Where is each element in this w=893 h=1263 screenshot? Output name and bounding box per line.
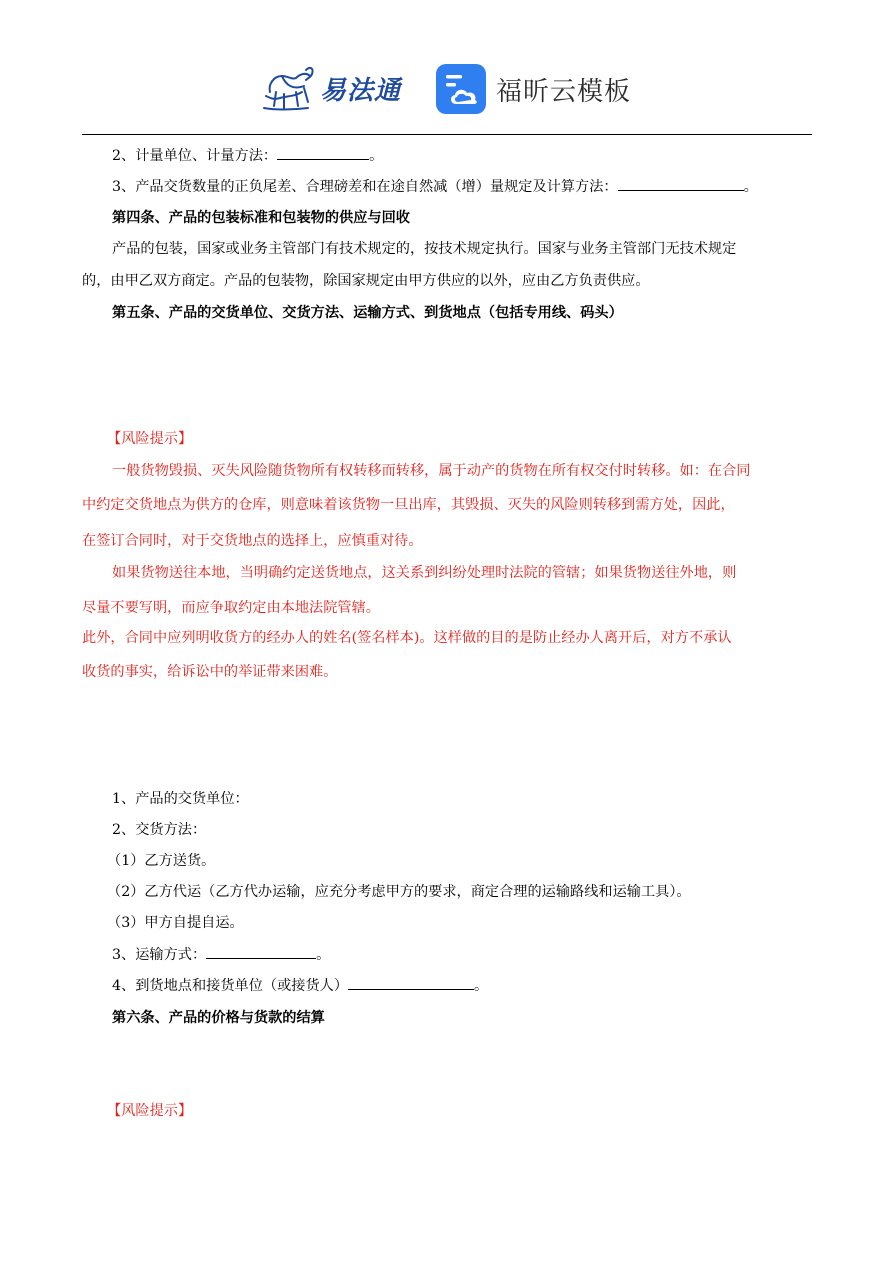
header-divider [82,134,812,135]
text: 3、运输方式： [112,947,207,963]
risk-tip-line: 一般货物毁损、灭失风险随货物所有权转移而转移，属于动产的货物在所有权交付时转移。如：在合同 [112,463,751,479]
page-header [0,60,893,124]
clause-line: （3）甲方自提自运。 [107,915,244,931]
clause-line: （1）乙方送货。 [107,853,216,869]
clause-line [82,177,812,197]
logo-right-text: 福昕云模板 [496,76,632,107]
clause-line [82,976,812,996]
clause-line [82,945,812,965]
text: 。 [474,978,489,994]
fuxin-logo [436,64,631,114]
cloud-doc-icon [436,64,486,114]
clause-line: 2、交货方法： [112,822,207,838]
risk-tip-line: 收货的事实，给诉讼中的举证带来困难。 [82,664,338,680]
text: 2、计量单位、计量方法： [112,148,278,164]
yifatong-logo [262,62,401,114]
clause-line [82,146,812,166]
risk-tip-line: 如果货物送往本地，当明确约定送货地点，这关系到纠纷处理时法院的管辖；如果货物送往外地，则 [112,565,737,581]
fill-blank [206,945,316,959]
clause-line: （2）乙方代运（乙方代办运输，应充分考虑甲方的要求，商定合理的运输路线和运输工具）。 [107,884,691,900]
article-heading: 第四条、产品的包装标准和包装物的供应与回收 [112,210,410,226]
paragraph-line: 的，由甲乙双方商定。产品的包装物，除国家规定由甲方供应的以外，应由乙方负责供应。 [82,273,650,289]
risk-tip-line: 中约定交货地点为供方的仓库，则意味着该货物一旦出库，其毁损、灭失的风险则转移到需方处，因此， [82,497,735,513]
risk-tip-line: 此外，合同中应列明收货方的经办人的姓名(签名样本)。这样做的目的是防止经办人离开后，对方不承认 [82,630,732,646]
logo-left-text: 易法通 [320,75,402,106]
paragraph-line: 产品的包装，国家或业务主管部门有技术规定的，按技术规定执行。国家与业务主管部门无技术规定 [112,241,737,257]
text: 4、到货地点和接货单位（或接货人） [112,978,349,994]
risk-tip-title: 【风险提示】 [107,431,193,447]
text: 。 [316,947,331,963]
risk-tip-line: 尽量不要写明，而应争取约定由本地法院管辖。 [82,600,380,616]
qilin-icon [262,62,318,114]
fill-blank [277,146,369,160]
text: 。 [743,179,758,195]
fill-blank [348,976,474,990]
clause-line: 1、产品的交货单位： [112,791,249,807]
risk-tip-title: 【风险提示】 [107,1103,193,1119]
article-heading: 第五条、产品的交货单位、交货方法、运输方式、到货地点（包括专用线、码头） [112,305,623,321]
text: 。 [369,148,384,164]
article-heading: 第六条、产品的价格与货款的结算 [112,1010,325,1026]
text: 3、产品交货数量的正负尾差、合理磅差和在途自然减（增）量规定及计算方法： [112,179,618,195]
fill-blank [618,177,744,191]
risk-tip-line: 在签订合同时，对于交货地点的选择上，应慎重对待。 [82,533,423,549]
